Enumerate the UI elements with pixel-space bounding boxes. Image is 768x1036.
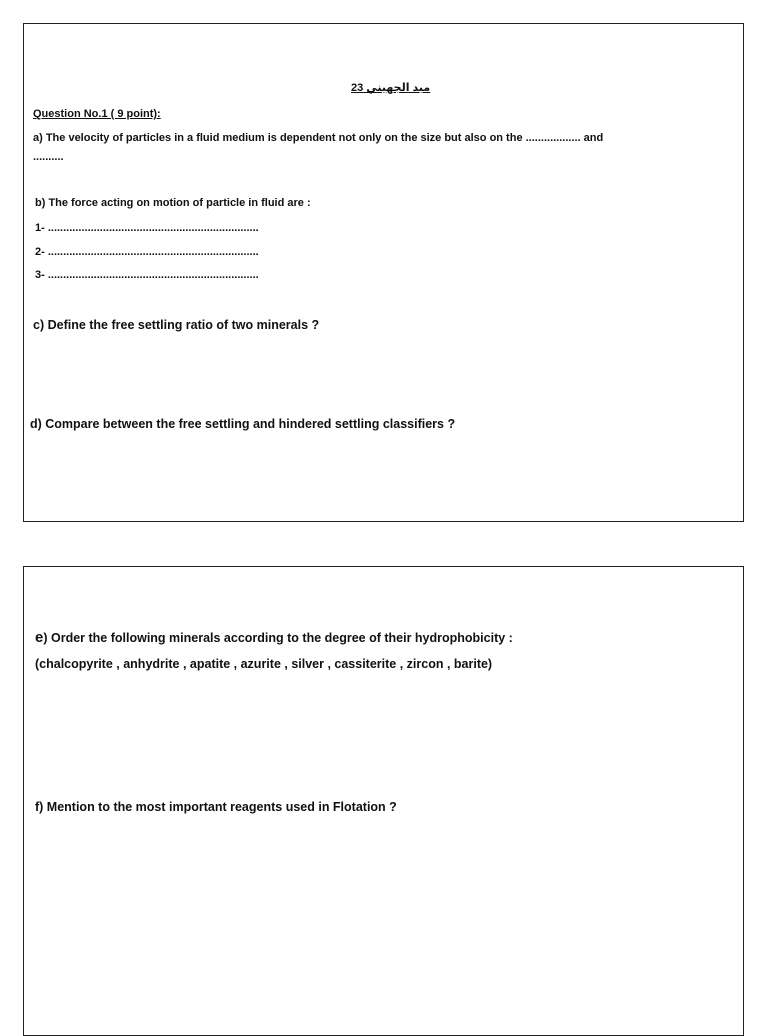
part-f: f) Mention to the most important reagents used in Flotation ? xyxy=(35,800,397,814)
part-b-item: 2- ..................................................................... xyxy=(35,246,259,258)
part-d: d) Compare between the free settling and hindered settling classifiers ? xyxy=(30,417,456,431)
part-b-item: 1- ..................................................................... xyxy=(35,222,259,234)
part-e-title xyxy=(35,629,513,647)
part-a-line-2: .......... xyxy=(33,151,64,163)
part-b-title: b) The force acting on motion of particle in fluid are : xyxy=(35,197,311,209)
part-e-text: ) Order the following minerals according to the degree of their hydrophobicity : xyxy=(43,631,513,645)
part-a-line-1: a) The velocity of particles in a fluid medium is dependent not only on the size but also on the .................. and xyxy=(33,132,604,144)
part-e-letter: e xyxy=(35,629,44,646)
part-b-item: 3- ..................................................................... xyxy=(35,269,259,281)
exam-page-2 xyxy=(23,566,744,1036)
part-c: c) Define the free settling ratio of two minerals ? xyxy=(33,318,320,332)
exam-page-1 xyxy=(23,23,744,522)
part-e-minerals: (chalcopyrite , anhydrite , apatite , azurite , silver , cassiterite , zircon , barite) xyxy=(35,657,493,671)
question-title: Question No.1 ( 9 point): xyxy=(33,108,161,120)
author-line: مبد الجهيني 23 xyxy=(351,82,431,94)
